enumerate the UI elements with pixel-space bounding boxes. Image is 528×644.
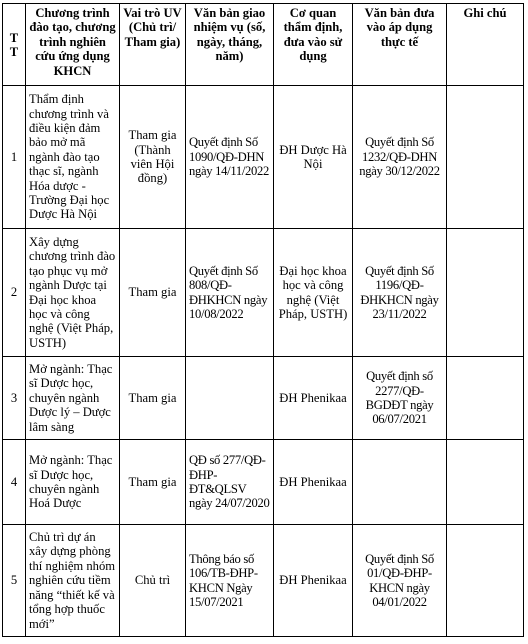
header-program: Chương trình đào tạo, chương trình nghiên cứu ứng dụng KHCN <box>26 4 120 86</box>
cell-role: Tham gia (Thành viên Hội đồng) <box>120 86 186 229</box>
cell-role: Tham gia <box>120 357 186 440</box>
cell-role: Chủ trì <box>120 525 186 637</box>
cell-assignment <box>186 357 274 440</box>
header-tt: TT <box>3 4 26 86</box>
cell-agency: ĐH Phenikaa <box>274 525 353 637</box>
cell-program: Mở ngành: Thạc sĩ Dược học, chuyên ngành Dược lý – Dược lâm sàng <box>26 357 120 440</box>
table-row <box>3 357 524 440</box>
table-row <box>3 86 524 229</box>
cell-agency: Đại học khoa học và công nghệ (Việt Pháp, USTH) <box>274 229 353 357</box>
cell-tt: 1 <box>3 86 26 229</box>
cell-program: Thẩm định chương trình và điều kiện đảm bảo mở mã ngành đào tạo thạc sĩ, ngành Hóa dược - Trường Đại học Dược Hà Nội <box>26 86 120 229</box>
cell-tt: 3 <box>3 357 26 440</box>
header-note: Ghi chú <box>447 4 524 86</box>
cell-role: Tham gia <box>120 229 186 357</box>
cell-note <box>447 357 524 440</box>
cell-application: Quyết định Số 1232/QĐ-DHN ngày 30/12/2022 <box>353 86 447 229</box>
cell-role: Tham gia <box>120 440 186 525</box>
table-header-row <box>3 4 524 86</box>
cell-note <box>447 525 524 637</box>
cell-application: Quyết định số 2277/QĐ-BGDĐT ngày 06/07/2021 <box>353 357 447 440</box>
cell-tt: 5 <box>3 525 26 637</box>
cell-assignment: Thông báo số 106/TB-ĐHP-KHCN Ngày 15/07/2021 <box>186 525 274 637</box>
cell-assignment: Quyết định Số 1090/QĐ-DHN ngày 14/11/2022 <box>186 86 274 229</box>
cell-agency: ĐH Phenikaa <box>274 357 353 440</box>
cell-application: Quyết định Số 01/QĐ-ĐHP-KHCN ngày 04/01/2022 <box>353 525 447 637</box>
cell-note <box>447 440 524 525</box>
cell-assignment: QĐ số 277/QĐ-ĐHP-ĐT&QLSV ngày 24/07/2020 <box>186 440 274 525</box>
cell-note <box>447 86 524 229</box>
header-agency: Cơ quan thẩm định, đưa vào sử dụng <box>274 4 353 86</box>
cell-application <box>353 440 447 525</box>
header-application: Văn bản đưa vào áp dụng thực tế <box>353 4 447 86</box>
table-row <box>3 229 524 357</box>
header-assignment: Văn bản giao nhiệm vụ (số, ngày, tháng, năm) <box>186 4 274 86</box>
cell-tt: 4 <box>3 440 26 525</box>
cell-tt: 2 <box>3 229 26 357</box>
cell-assignment: Quyết định Số 808/QĐ-ĐHKHCN ngày 10/08/2022 <box>186 229 274 357</box>
table-row <box>3 440 524 525</box>
cell-application: Quyết định Số 1196/QĐ-ĐHKHCN ngày 23/11/2022 <box>353 229 447 357</box>
cell-program: Chủ trì dự án xây dựng phòng thí nghiệm nhóm nghiên cứu tiềm năng “thiết kế và tổng hợp thuốc mới” <box>26 525 120 637</box>
cell-note <box>447 229 524 357</box>
cell-agency: ĐH Phenikaa <box>274 440 353 525</box>
header-role: Vai trò UV (Chủ trì/ Tham gia) <box>120 4 186 86</box>
program-table <box>2 3 524 637</box>
table-row <box>3 525 524 637</box>
cell-program: Mở ngành: Thạc sĩ Dược học, chuyên ngành Hoá Dược <box>26 440 120 525</box>
cell-program: Xây dựng chương trình đào tạo phục vụ mở ngành Dược tại Đại học khoa học và công nghệ (Việt Pháp, USTH) <box>26 229 120 357</box>
cell-agency: ĐH Dược Hà Nội <box>274 86 353 229</box>
